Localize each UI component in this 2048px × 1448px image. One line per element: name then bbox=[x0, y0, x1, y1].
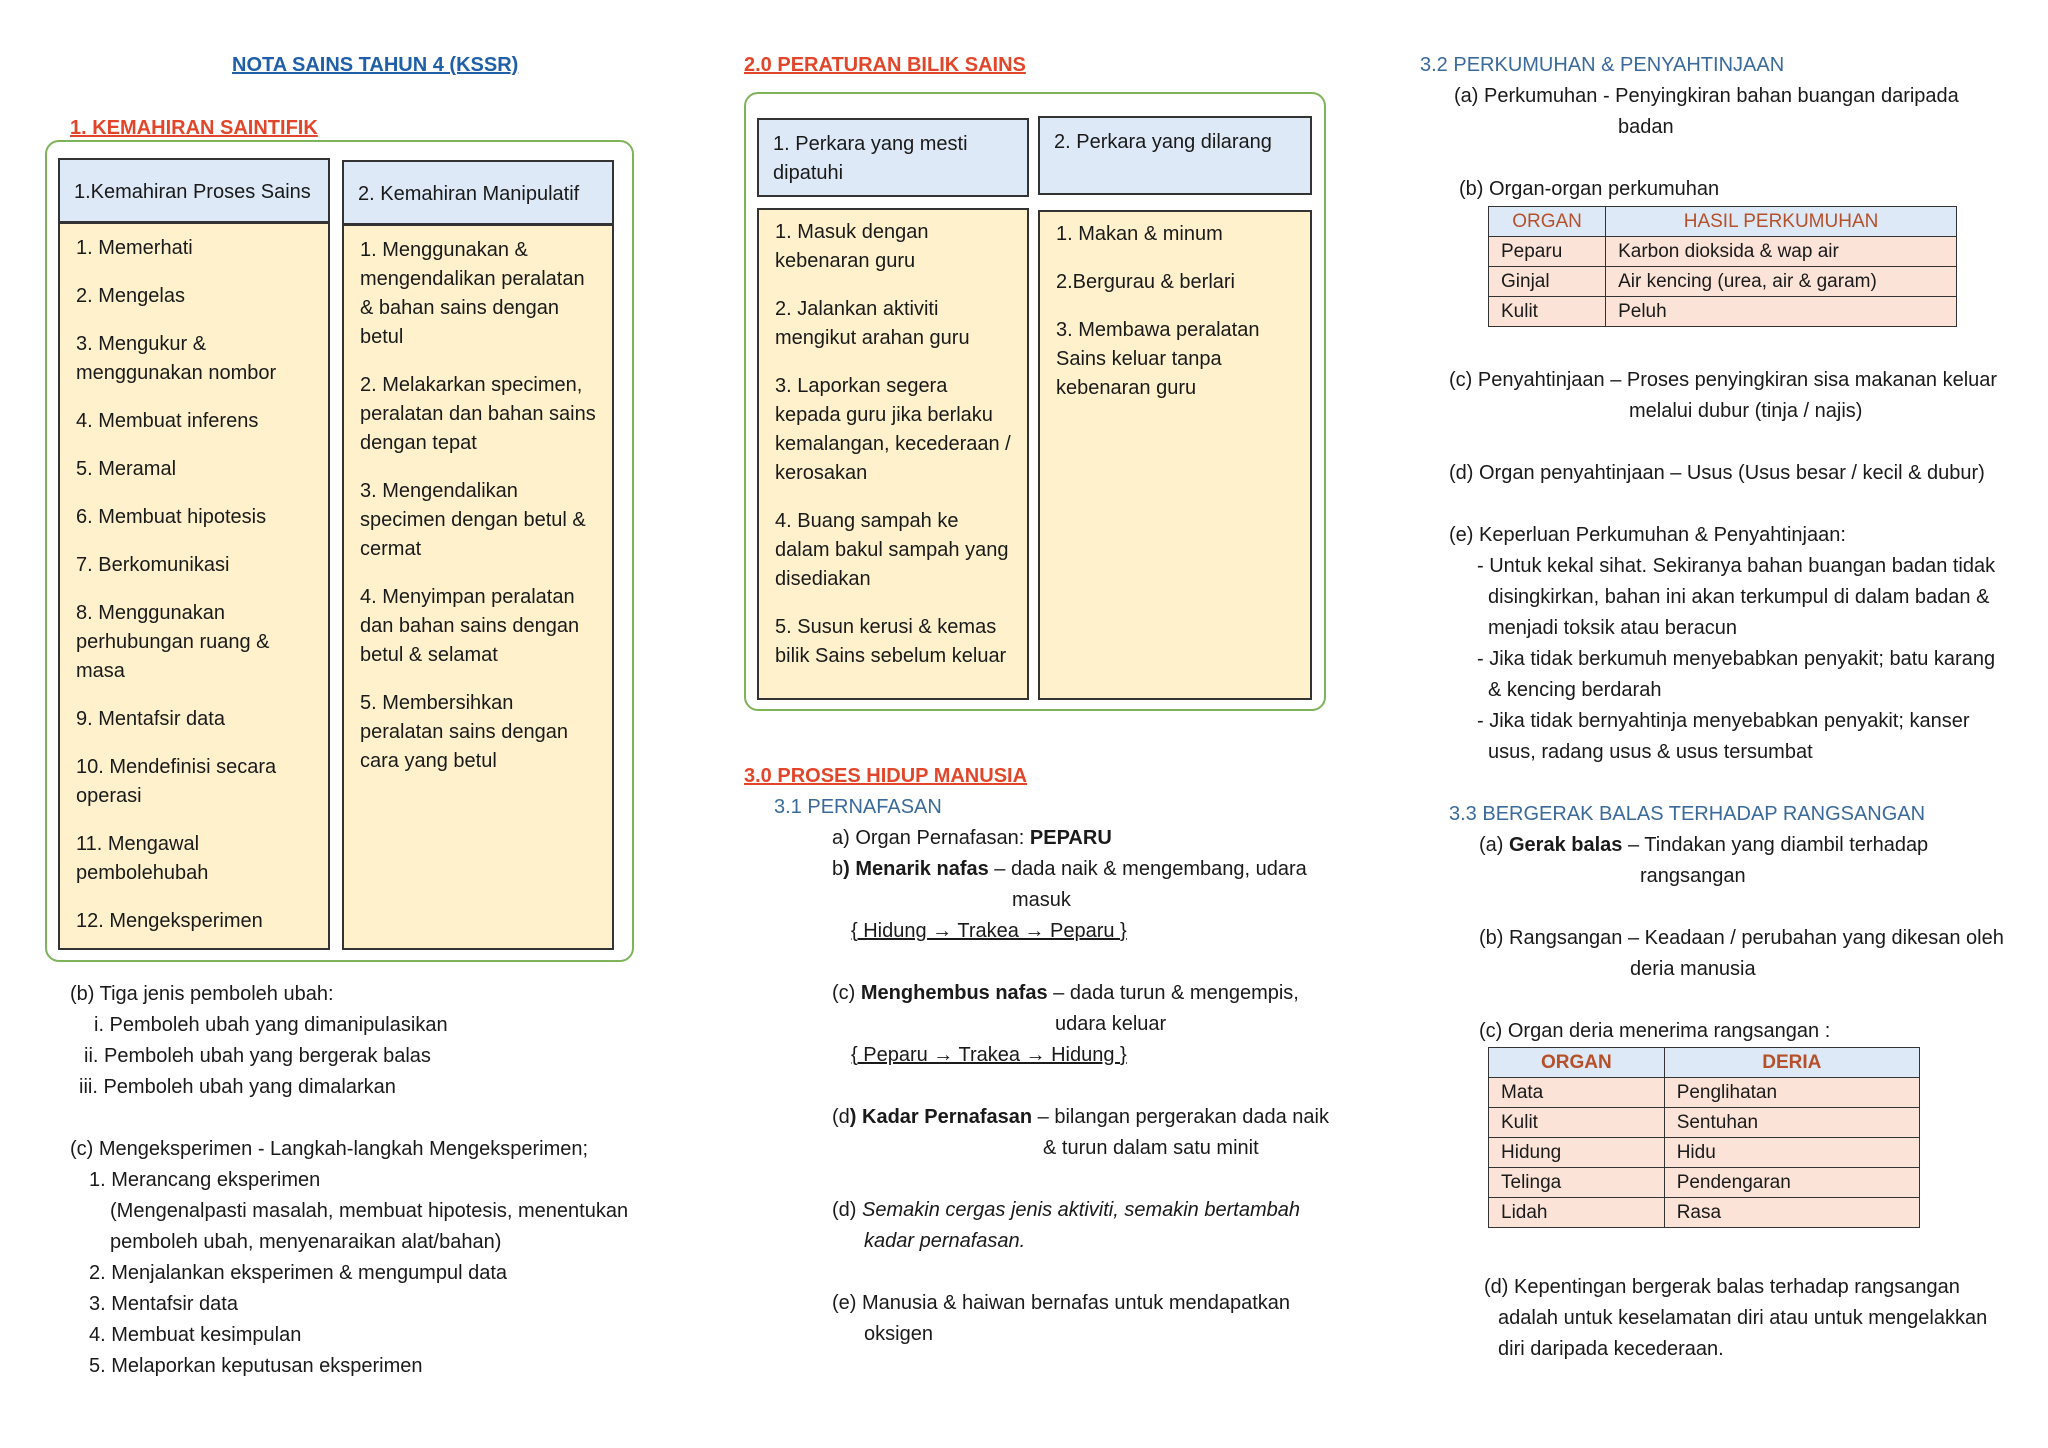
list-item: 4. Membuat inferens bbox=[76, 410, 259, 432]
list-item: 1. Memerhati bbox=[76, 237, 193, 259]
rangsangan-b-cont: deria manusia bbox=[1630, 958, 1756, 980]
organ-perkumuhan-title: (b) Organ-organ perkumuhan bbox=[1459, 178, 1720, 200]
list-item: 1. Masuk dengan kebenaran guru bbox=[775, 221, 929, 272]
table-header-cell: ORGAN bbox=[1489, 207, 1606, 237]
table-row bbox=[1489, 1108, 1920, 1138]
eksperimen-note: (Mengenalpasti masalah, membuat hipotesis, menentukan bbox=[110, 1200, 629, 1222]
table-cell: Lidah bbox=[1489, 1198, 1665, 1228]
list-item: 3. Membawa peralatan Sains keluar tanpa kebenaran guru bbox=[1056, 319, 1260, 399]
larang-list bbox=[1038, 210, 1312, 700]
manipulatif-header: 2. Kemahiran Manipulatif bbox=[342, 160, 614, 225]
keperluan-item: - Jika tidak bernyahtinja menyebabkan penyakit; kanser bbox=[1477, 710, 1970, 732]
list-item: 4. Menyimpan peralatan dan bahan sains dengan betul & selamat bbox=[360, 586, 580, 666]
list-item: 9. Mentafsir data bbox=[76, 708, 225, 730]
table-cell: Rasa bbox=[1664, 1198, 1919, 1228]
page-title: NOTA SAINS TAHUN 4 (KSSR) bbox=[232, 54, 519, 76]
list-item: 12. Mengeksperimen bbox=[76, 910, 263, 932]
kepentingan-d-cont: adalah untuk keselamatan diri atau untuk mengelakkan bbox=[1498, 1307, 1988, 1329]
list-item: 5. Meramal bbox=[76, 458, 177, 480]
list-item: 3. Laporkan segera kepada guru jika berlaku kemalangan, kecederaan / kerosakan bbox=[775, 375, 1011, 484]
list-item: 2. Melakarkan specimen, peralatan dan bahan sains dengan tepat bbox=[360, 374, 596, 454]
perkumuhan-a-cont: badan bbox=[1618, 116, 1674, 138]
perkumuhan-table bbox=[1488, 206, 1957, 327]
manipulatif-list bbox=[342, 224, 614, 950]
table-cell: Hidu bbox=[1664, 1138, 1919, 1168]
table-cell: Sentuhan bbox=[1664, 1108, 1919, 1138]
table-cell: Karbon dioksida & wap air bbox=[1606, 237, 1957, 267]
pernafasan-a: a) Organ Pernafasan: PEPARU bbox=[832, 827, 1112, 849]
table-row bbox=[1489, 237, 1957, 267]
pernafasan-d: (d) Kadar Pernafasan – bilangan pergerakan dada naik bbox=[832, 1106, 1329, 1128]
pemboleh-ubah-title: (b) Tiga jenis pemboleh ubah: bbox=[70, 983, 334, 1005]
pernafasan-d-cont: & turun dalam satu minit bbox=[1043, 1137, 1259, 1159]
pernafasan-e-cont: oksigen bbox=[864, 1323, 933, 1345]
table-cell: Telinga bbox=[1489, 1168, 1665, 1198]
list-item: 1. Menggunakan & mengendalikan peralatan & bahan sains dengan betul bbox=[360, 239, 585, 348]
perkumuhan-subtitle: 3.2 PERKUMUHAN & PENYAHTINJAAN bbox=[1420, 54, 1785, 76]
table-cell: Hidung bbox=[1489, 1138, 1665, 1168]
list-item: 5. Susun kerusi & kemas bilik Sains sebelum keluar bbox=[775, 616, 1007, 667]
table-row bbox=[1489, 267, 1957, 297]
table-row bbox=[1489, 1138, 1920, 1168]
list-item: 8. Menggunakan perhubungan ruang & masa bbox=[76, 602, 270, 682]
pernafasan-b-cont: masuk bbox=[1012, 889, 1071, 911]
pernafasan-b: b) Menarik nafas – dada naik & mengembang, udara bbox=[832, 858, 1307, 880]
section-3-title: 3.0 PROSES HIDUP MANUSIA bbox=[744, 765, 1028, 787]
pemboleh-ubah-item: ii. Pemboleh ubah yang bergerak balas bbox=[84, 1045, 431, 1067]
keperluan-item-cont: menjadi toksik atau beracun bbox=[1488, 617, 1738, 639]
keperluan-item-cont: usus, radang usus & usus tersumbat bbox=[1488, 741, 1813, 763]
eksperimen-step: 1. Merancang eksperimen bbox=[89, 1169, 321, 1191]
list-item: 2. Jalankan aktiviti mengikut arahan guru bbox=[775, 298, 970, 349]
wajib-list bbox=[757, 208, 1029, 700]
list-item: 11. Mengawal pembolehubah bbox=[76, 833, 209, 884]
penyahtinjaan-d: (d) Organ penyahtinjaan – Usus (Usus besar / kecil & dubur) bbox=[1449, 462, 1985, 484]
pernafasan-c: (c) Menghembus nafas – dada turun & mengempis, bbox=[832, 982, 1299, 1004]
list-item: 3. Mengendalikan specimen dengan betul & cermat bbox=[360, 480, 586, 560]
pernafasan-c-cont: udara keluar bbox=[1055, 1013, 1167, 1035]
table-cell: Pendengaran bbox=[1664, 1168, 1919, 1198]
penyahtinjaan-c-cont: melalui dubur (tinja / najis) bbox=[1629, 400, 1863, 422]
pemboleh-ubah-item: i. Pemboleh ubah yang dimanipulasikan bbox=[94, 1014, 448, 1036]
kepentingan-d: (d) Kepentingan bergerak balas terhadap rangsangan bbox=[1484, 1276, 1960, 1298]
table-header-cell: HASIL PERKUMUHAN bbox=[1606, 207, 1957, 237]
list-item: 7. Berkomunikasi bbox=[76, 554, 230, 576]
gerak-balas-a: (a) Gerak balas – Tindakan yang diambil terhadap bbox=[1479, 834, 1929, 856]
list-item: 2. Mengelas bbox=[76, 285, 185, 307]
eksperimen-step: 5. Melaporkan keputusan eksperimen bbox=[89, 1355, 423, 1377]
section-1-title: 1. KEMAHIRAN SAINTIFIK bbox=[70, 117, 318, 139]
perkumuhan-a: (a) Perkumuhan - Penyingkiran bahan buangan daripada bbox=[1454, 85, 1959, 107]
tarik-nafas-flow: { Hidung → Trakea → Peparu } bbox=[851, 920, 1127, 942]
list-item: 4. Buang sampah ke dalam bakul sampah yang disediakan bbox=[775, 510, 1009, 590]
pernafasan-e: (e) Manusia & haiwan bernafas untuk mendapatkan bbox=[832, 1292, 1291, 1314]
proses-sains-header: 1.Kemahiran Proses Sains bbox=[58, 158, 330, 223]
list-item: 5. Membersihkan peralatan sains dengan cara yang betul bbox=[360, 692, 568, 772]
table-cell: Kulit bbox=[1489, 297, 1606, 327]
organ-deria-title: (c) Organ deria menerima rangsangan : bbox=[1479, 1020, 1831, 1042]
keperluan-item-cont: disingkirkan, bahan ini akan terkumpul di dalam badan & bbox=[1488, 586, 1990, 608]
gerak-balas-subtitle: 3.3 BERGERAK BALAS TERHADAP RANGSANGAN bbox=[1449, 803, 1926, 825]
list-item: 3. Mengukur & menggunakan nombor bbox=[76, 333, 277, 384]
table-header-row bbox=[1489, 207, 1957, 237]
keperluan-item: - Jika tidak berkumuh menyebabkan penyakit; batu karang bbox=[1477, 648, 1996, 670]
eksperimen-step: 3. Mentafsir data bbox=[89, 1293, 238, 1315]
table-cell: Peluh bbox=[1606, 297, 1957, 327]
pernafasan-d2-cont: kadar pernafasan. bbox=[864, 1230, 1026, 1252]
table-cell: Ginjal bbox=[1489, 267, 1606, 297]
pemboleh-ubah-item: iii. Pemboleh ubah yang dimalarkan bbox=[79, 1076, 396, 1098]
penyahtinjaan-c: (c) Penyahtinjaan – Proses penyingkiran sisa makanan keluar bbox=[1449, 369, 1998, 391]
section-2-title: 2.0 PERATURAN BILIK SAINS bbox=[744, 54, 1026, 76]
table-cell: Mata bbox=[1489, 1078, 1665, 1108]
wajib-header: 1. Perkara yang mesti dipatuhi bbox=[757, 118, 1029, 197]
table-cell: Penglihatan bbox=[1664, 1078, 1919, 1108]
eksperimen-step: 2. Menjalankan eksperimen & mengumpul data bbox=[89, 1262, 508, 1284]
table-row bbox=[1489, 1078, 1920, 1108]
table-header-cell: ORGAN bbox=[1489, 1048, 1665, 1078]
mengeksperimen-title: (c) Mengeksperimen - Langkah-langkah Mengeksperimen; bbox=[70, 1138, 589, 1160]
table-header-cell: DERIA bbox=[1664, 1048, 1919, 1078]
list-item: 10. Mendefinisi secara operasi bbox=[76, 756, 277, 807]
list-item: 2.Bergurau & berlari bbox=[1056, 271, 1235, 293]
pernafasan-d2: (d) Semakin cergas jenis aktiviti, semakin bertambah bbox=[832, 1199, 1300, 1221]
eksperimen-step: 4. Membuat kesimpulan bbox=[89, 1324, 302, 1346]
table-cell: Peparu bbox=[1489, 237, 1606, 267]
list-item: 6. Membuat hipotesis bbox=[76, 506, 267, 528]
rangsangan-b: (b) Rangsangan – Keadaan / perubahan yang dikesan oleh bbox=[1479, 927, 2004, 949]
table-header-row bbox=[1489, 1048, 1920, 1078]
deria-table bbox=[1488, 1047, 1920, 1228]
table-cell: Air kencing (urea, air & garam) bbox=[1606, 267, 1957, 297]
list-item: 1. Makan & minum bbox=[1056, 223, 1223, 245]
table-row bbox=[1489, 1168, 1920, 1198]
gerak-balas-a-cont: rangsangan bbox=[1640, 865, 1746, 887]
pernafasan-subtitle: 3.1 PERNAFASAN bbox=[774, 796, 942, 818]
hembus-nafas-flow: { Peparu → Trakea → Hidung } bbox=[851, 1044, 1127, 1066]
keperluan-item: - Untuk kekal sihat. Sekiranya bahan buangan badan tidak bbox=[1477, 555, 1996, 577]
larang-header: 2. Perkara yang dilarang bbox=[1038, 116, 1312, 195]
keperluan-item-cont: & kencing berdarah bbox=[1488, 679, 1662, 701]
table-row bbox=[1489, 297, 1957, 327]
kepentingan-d-cont: diri daripada kecederaan. bbox=[1498, 1338, 1724, 1360]
proses-sains-list bbox=[58, 222, 330, 950]
eksperimen-note: pemboleh ubah, menyenaraikan alat/bahan) bbox=[110, 1231, 502, 1253]
keperluan-title: (e) Keperluan Perkumuhan & Penyahtinjaan: bbox=[1449, 524, 1846, 546]
table-cell: Kulit bbox=[1489, 1108, 1665, 1138]
table-row bbox=[1489, 1198, 1920, 1228]
